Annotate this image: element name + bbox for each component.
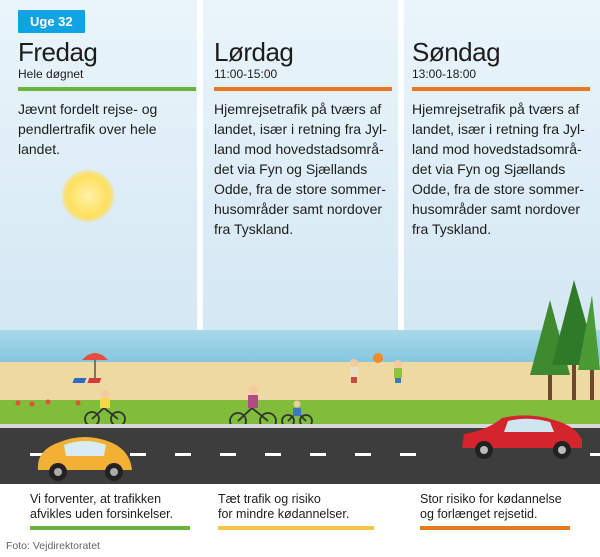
column-sunday	[412, 38, 594, 239]
red-car-icon	[458, 410, 586, 460]
beach-ball-icon	[373, 353, 383, 363]
yellow-car-icon	[30, 428, 140, 484]
lane-marking	[400, 453, 416, 456]
desc-line: Hjemrejsetrafik på tværs af	[214, 101, 382, 117]
legend-bar	[218, 526, 374, 530]
day-title: Søndag	[412, 37, 501, 67]
legend-bar	[420, 526, 570, 530]
column-saturday	[214, 38, 396, 239]
desc-line: husområder samt nordover	[412, 201, 581, 217]
desc-line: Hjemrejsetrafik på tværs af	[412, 101, 580, 117]
beach-person-icon	[394, 360, 402, 383]
sun-icon	[62, 170, 114, 222]
legend-bar	[30, 526, 190, 530]
desc-line: det via Fyn og Sjællands	[214, 161, 368, 177]
note-line: Stor risiko for kødannelse	[420, 492, 562, 506]
desc-line: fra Tyskland.	[412, 221, 492, 237]
legend-note-orange	[420, 492, 570, 530]
legend-note-yellow	[218, 492, 374, 530]
lane-marking	[310, 453, 326, 456]
day-title: Fredag	[18, 37, 98, 67]
desc-line: land mod hovedstadsområ-	[214, 141, 384, 157]
day-title: Lørdag	[214, 37, 294, 67]
desc-line: land mod hovedstadsområ-	[412, 141, 582, 157]
legend-note-green	[30, 492, 190, 530]
day-time: Hele døgnet	[18, 67, 84, 81]
desc-line: Odde, fra de store sommer-	[412, 181, 584, 197]
note-line: Vi forventer, at trafikken	[30, 492, 162, 506]
level-bar	[412, 87, 590, 91]
level-bar	[214, 87, 392, 91]
day-description	[214, 99, 396, 239]
lane-marking	[590, 453, 600, 456]
note-line: Tæt trafik og risiko	[218, 492, 321, 506]
desc-line: landet.	[18, 141, 61, 157]
level-bar	[18, 87, 196, 91]
day-time: 13:00-18:00	[412, 67, 477, 81]
beach-umbrella-icon	[82, 353, 108, 380]
lane-marking	[265, 453, 281, 456]
day-description	[18, 99, 200, 159]
day-description	[412, 99, 594, 239]
column-friday	[18, 38, 200, 159]
beach-towel-icon	[73, 378, 102, 383]
day-time: 11:00-15:00	[214, 67, 278, 81]
beach-person-icon	[350, 359, 358, 383]
lane-marking	[220, 453, 236, 456]
note-line: for mindre kødannelser.	[218, 507, 350, 521]
desc-line: fra Tyskland.	[214, 221, 294, 237]
note-line: og forlænget rejsetid.	[420, 507, 538, 521]
desc-line: det via Fyn og Sjællands	[412, 161, 566, 177]
desc-line: landet, især i retning fra Jyl-	[214, 121, 387, 137]
desc-line: landet, især i retning fra Jyl-	[412, 121, 585, 137]
desc-line: husområder samt nordover	[214, 201, 383, 217]
desc-line: Odde, fra de store sommer-	[214, 181, 386, 197]
desc-line: pendlertrafik over hele	[18, 121, 157, 137]
note-line: afvikles uden forsinkelser.	[30, 507, 174, 521]
trees-icon	[530, 280, 600, 400]
week-badge: Uge 32	[18, 10, 85, 33]
photo-credit: Foto: Vejdirektoratet	[6, 540, 100, 552]
desc-line: Jævnt fordelt rejse- og	[18, 101, 158, 117]
lane-marking	[355, 453, 371, 456]
landscape-illustration	[0, 280, 600, 430]
cyclist-icon	[100, 390, 110, 408]
flowers-icon	[16, 400, 81, 407]
lane-marking	[175, 453, 191, 456]
